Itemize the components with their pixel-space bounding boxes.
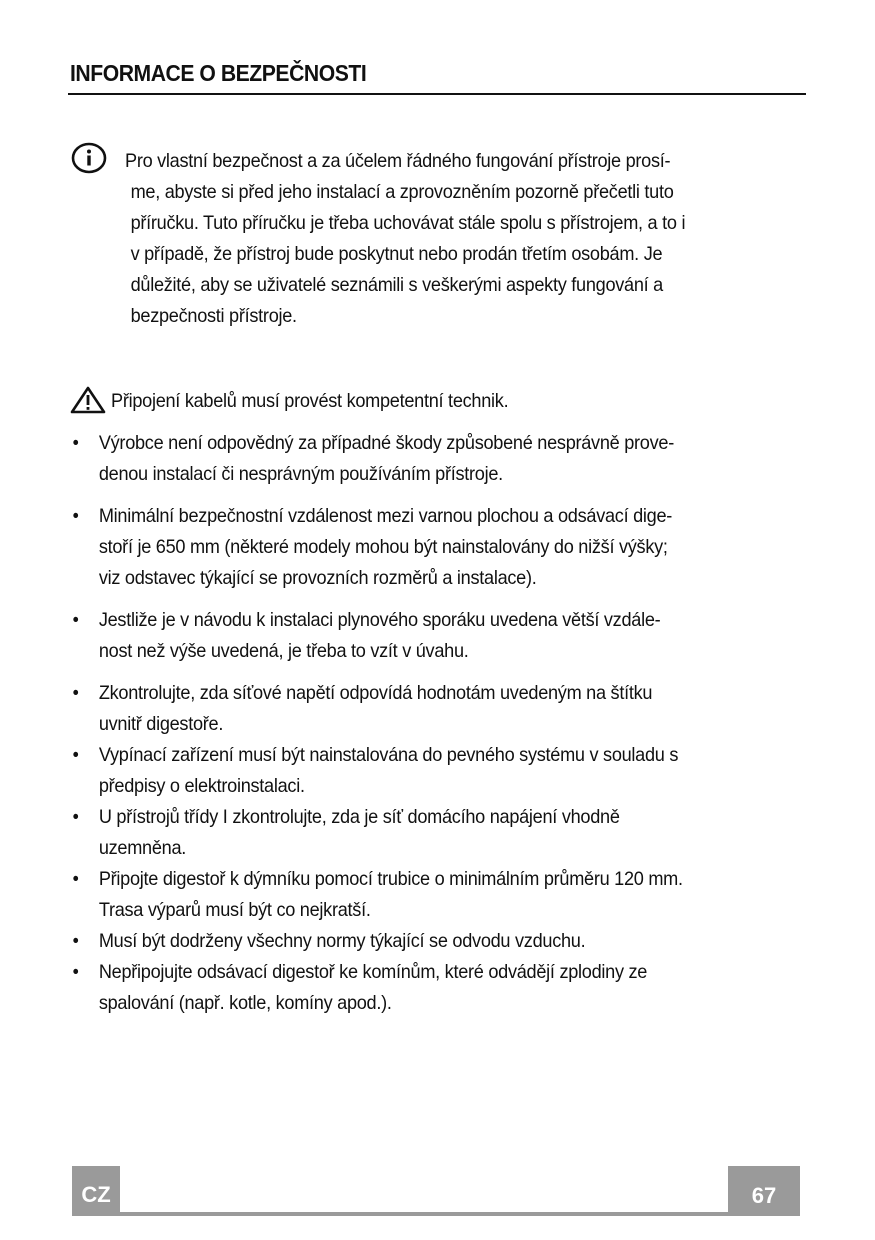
info-note-line: příručku. Tuto příručku je třeba uchovávat stále spolu s přístrojem, a to i xyxy=(130,212,686,234)
bullet-line: uzemněna. xyxy=(98,837,187,859)
warning-text: Připojení kabelů musí provést kompetentní technik. xyxy=(111,390,509,412)
list-item xyxy=(70,501,787,594)
bullet-line: Minimální bezpečnostní vzdálenost mezi varnou plochou a odsávací dige- xyxy=(98,505,673,527)
bullet-line: stoří je 650 mm (některé modely mohou být nainstalovány do nižší výšky; xyxy=(98,536,668,558)
list-item xyxy=(70,740,787,802)
footer-page-number: 67 xyxy=(728,1166,800,1216)
bullet-icon: • xyxy=(72,683,79,704)
info-note-line: v případě, že přístroj bude poskytnut nebo prodán třetím osobám. Je xyxy=(130,243,663,265)
list-item xyxy=(70,957,787,1019)
bullet-icon: • xyxy=(72,807,79,828)
bullet-line: Jestliže je v návodu k instalaci plynového sporáku uvedena větší vzdále- xyxy=(98,609,661,631)
bullet-line: spalování (např. kotle, komíny apod.). xyxy=(98,992,392,1014)
list-item xyxy=(70,926,787,957)
list-item xyxy=(70,428,787,490)
warning-note xyxy=(70,386,810,418)
bullet-icon: • xyxy=(72,745,79,766)
footer-bar xyxy=(72,1212,800,1216)
bullet-line: uvnitř digestoře. xyxy=(98,713,224,735)
bullet-line: denou instalací či nesprávným používáním přístroje. xyxy=(98,463,503,485)
info-note-line: me, abyste si před jeho instalací a zprovozněním pozorně přečetli tuto xyxy=(130,181,674,203)
info-note-line: bezpečnosti přístroje. xyxy=(130,305,297,327)
safety-bullet-list xyxy=(70,428,777,1019)
bullet-line: U přístrojů třídy I zkontrolujte, zda je síť domácího napájení vhodně xyxy=(98,806,620,828)
bullet-line: Trasa výparů musí být co nejkratší. xyxy=(98,899,371,921)
bullet-icon: • xyxy=(72,931,79,952)
list-item xyxy=(70,802,787,864)
title-rule xyxy=(68,93,806,95)
bullet-line: Výrobce není odpovědný za případné škody způsobené nesprávně prove- xyxy=(98,432,674,454)
info-note-line: důležité, aby se uživatelé seznámili s veškerými aspekty fungování a xyxy=(130,274,663,296)
bullet-icon: • xyxy=(72,962,79,983)
list-item xyxy=(70,864,787,926)
footer-language-badge: CZ xyxy=(72,1166,120,1216)
info-note-line: Pro vlastní bezpečnost a za účelem řádného fungování přístroje prosí- xyxy=(125,150,671,172)
bullet-icon: • xyxy=(72,506,79,527)
info-circle-icon xyxy=(70,142,108,176)
bullet-line: Zkontrolujte, zda síťové napětí odpovídá hodnotám uvedeným na štítku xyxy=(98,682,653,704)
bullet-line: viz odstavec týkající se provozních rozměrů a instalace). xyxy=(98,567,537,589)
bullet-icon: • xyxy=(72,433,79,454)
bullet-icon: • xyxy=(72,610,79,631)
bullet-line: předpisy o elektroinstalaci. xyxy=(98,775,305,797)
page-title: INFORMACE O BEZPEČNOSTI xyxy=(70,60,367,86)
list-item xyxy=(70,605,787,667)
bullet-line: Připojte digestoř k dýmníku pomocí trubice o minimálním průměru 120 mm. xyxy=(98,868,683,890)
list-item xyxy=(70,678,787,740)
warning-triangle-icon xyxy=(70,386,106,414)
bullet-line: Vypínací zařízení musí být nainstalována do pevného systému v souladu s xyxy=(98,744,679,766)
bullet-icon: • xyxy=(72,869,79,890)
bullet-line: Nepřipojujte odsávací digestoř ke komínům, které odvádějí zplodiny ze xyxy=(98,961,648,983)
bullet-line: Musí být dodrženy všechny normy týkající se odvodu vzduchu. xyxy=(98,930,586,952)
bullet-line: nost než výše uvedená, je třeba to vzít v úvahu. xyxy=(98,640,469,662)
info-note-text xyxy=(125,146,776,332)
